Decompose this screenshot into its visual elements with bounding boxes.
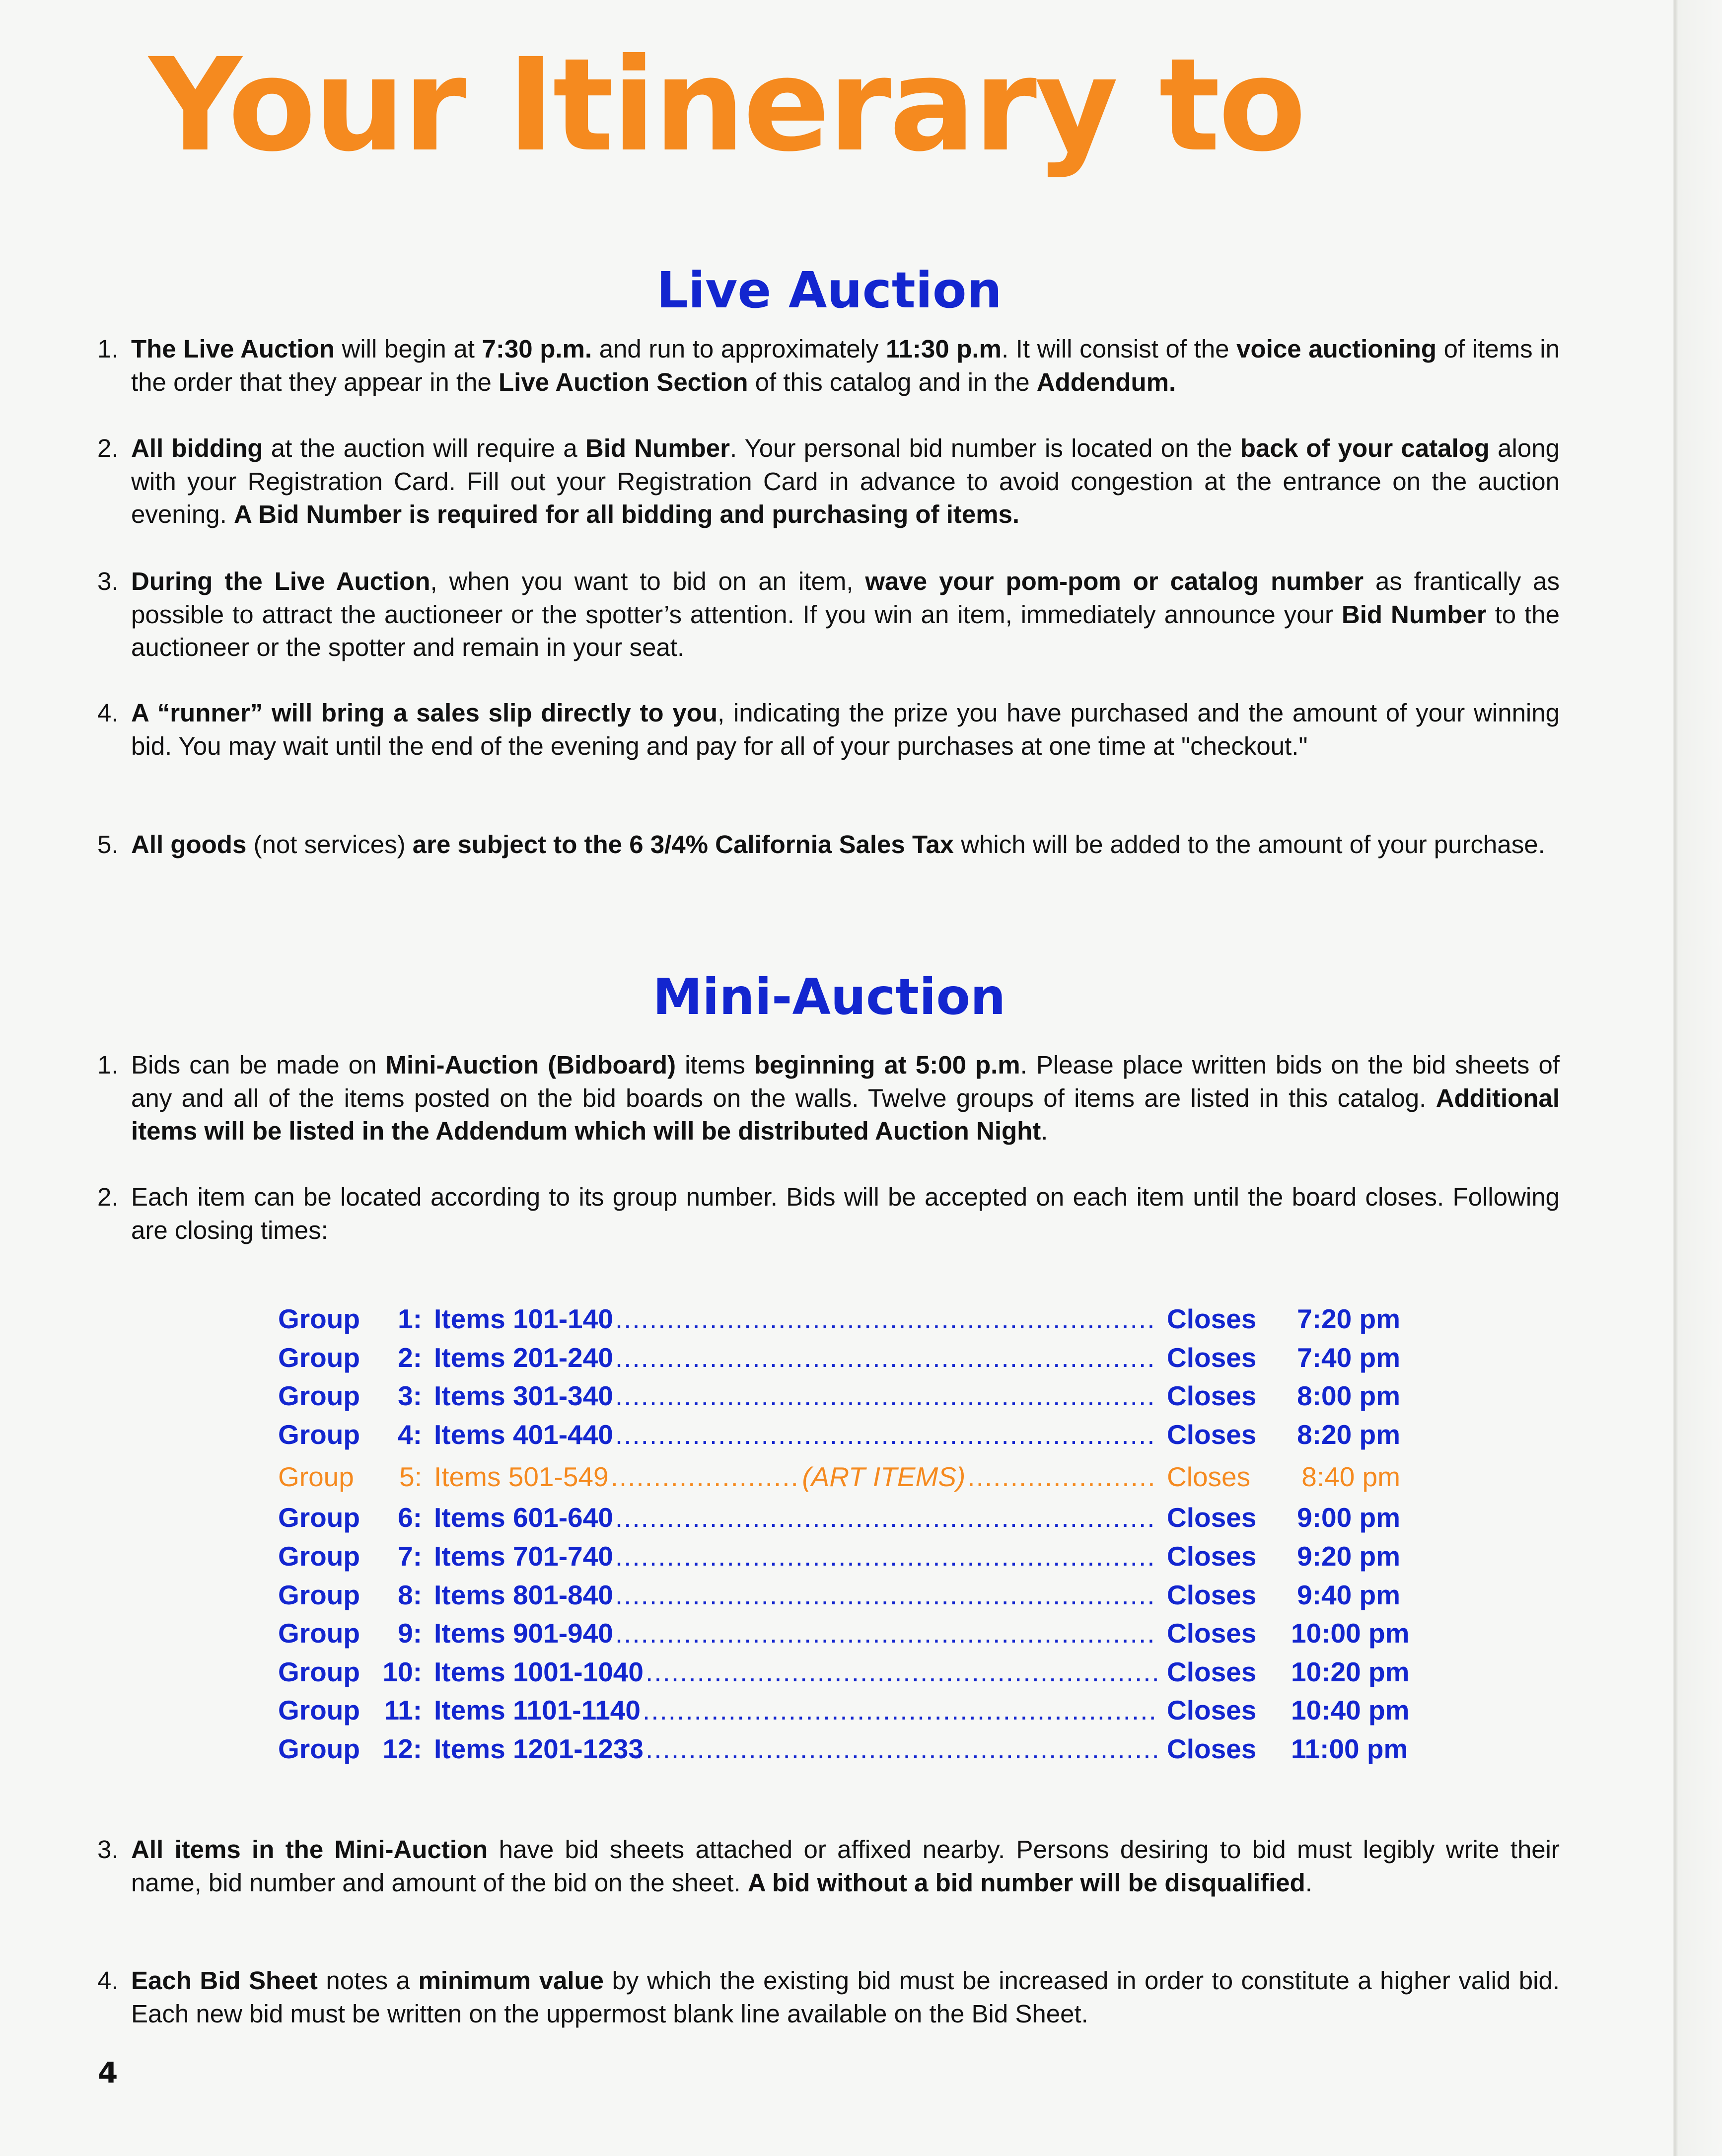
body-text: Each item can be located according to its group number. Bids will be accepted on each item until the board closes. Following are closing times:	[131, 1183, 1560, 1244]
list-item-text	[131, 565, 1560, 664]
list-item-text	[131, 828, 1560, 862]
emphasis-text: is required for all bidding and purchasing of items.	[409, 500, 1020, 528]
body-text: .	[1305, 1868, 1312, 1897]
body-text: .	[1041, 1117, 1048, 1145]
list-item	[97, 1181, 1560, 1247]
group-note: (ART ITEMS)	[802, 1461, 966, 1493]
list-item-text	[131, 1049, 1560, 1148]
group-label: Group	[278, 1656, 360, 1687]
group-label: Group	[278, 1502, 360, 1533]
list-item	[97, 565, 1560, 664]
item-range: Items 101-140	[434, 1303, 613, 1334]
dot-leader	[615, 1300, 1157, 1339]
list-item	[97, 1964, 1560, 2030]
group-number: 6:	[398, 1502, 422, 1533]
list-item	[97, 1049, 1560, 1148]
emphasis-text: All items in the Mini-Auction	[131, 1835, 488, 1864]
group-label: Group	[278, 1579, 360, 1610]
list-item-number: 5.	[97, 830, 119, 859]
emphasis-text: Mini-Auction (Bidboard)	[385, 1051, 676, 1079]
group-label: Group	[278, 1380, 360, 1412]
closes-label: Closes	[1167, 1695, 1257, 1726]
closes-label: Closes	[1167, 1733, 1257, 1764]
body-text: have bid sheets attached or affixed nearby. Persons desiring to bid must legibly write their name, bid number and amount of the bid on the sheet.	[131, 1835, 1560, 1897]
emphasis-text: All bidding	[131, 434, 263, 462]
closing-time: 9:40 pm	[1297, 1579, 1400, 1610]
group-number: 12:	[382, 1733, 422, 1764]
group-label: Group	[278, 1618, 360, 1649]
group-number: 5:	[399, 1461, 422, 1493]
closing-time: 8:20 pm	[1297, 1419, 1400, 1450]
closing-time: 9:20 pm	[1297, 1540, 1400, 1572]
closes-label: Closes	[1167, 1579, 1257, 1610]
item-range: Items 401-440	[434, 1419, 613, 1450]
body-text: which will be added to the amount of your purchase.	[954, 830, 1545, 859]
list-item-number: 4.	[97, 1966, 119, 1995]
emphasis-text: voice auctioning	[1236, 335, 1437, 363]
table-row	[278, 1300, 1400, 1339]
body-text: along with your Registration Card. Fill out your Registration Card in advance to avoid congestion at the entrance on the auction evening.	[131, 434, 1560, 528]
list-item-text	[131, 1181, 1560, 1247]
body-text: Bids can be made on	[131, 1051, 386, 1079]
list-item-text	[131, 1964, 1560, 2030]
list-item	[97, 828, 1560, 862]
emphasis-text: Bid Number	[1341, 600, 1487, 629]
body-text: will begin at	[334, 335, 482, 363]
emphasis-text: 7:30 p.m.	[482, 335, 592, 363]
closing-time: 11:00 pm	[1291, 1733, 1408, 1764]
emphasis-text: back of your catalog	[1240, 434, 1490, 462]
emphasis-text: wave your pom-pom or catalog number	[865, 567, 1364, 595]
closing-time: 8:40 pm	[1301, 1461, 1401, 1493]
emphasis-text: 11:30 p.m	[886, 335, 1002, 363]
list-item	[97, 432, 1560, 531]
closing-time: 8:00 pm	[1297, 1380, 1400, 1412]
list-item	[97, 333, 1560, 399]
group-number: 9:	[398, 1618, 422, 1649]
body-text: of this catalog and in the	[748, 367, 1037, 396]
page-binding-shadow	[1673, 0, 1722, 2156]
group-label: Group	[278, 1540, 360, 1572]
table-row	[278, 1614, 1410, 1653]
body-text: of items in the order that they appear in the	[131, 335, 1560, 396]
closing-times-table	[278, 1300, 1410, 1769]
closes-label: Closes	[1167, 1303, 1257, 1334]
table-row	[278, 1653, 1410, 1692]
list-item-number: 1.	[97, 1051, 119, 1079]
closes-label: Closes	[1167, 1502, 1257, 1533]
body-text	[402, 500, 409, 528]
emphasis-text: Bid Number	[585, 434, 730, 462]
group-number: 8:	[398, 1579, 422, 1610]
body-text: and run to approximately	[592, 335, 886, 363]
mini-auction-heading: Mini-Auction	[652, 968, 1006, 1026]
dot-leader	[611, 1458, 800, 1499]
item-range: Items 1101-1140	[434, 1695, 641, 1726]
item-range: Items 301-340	[434, 1380, 613, 1412]
item-range: Items 1001-1040	[434, 1656, 644, 1687]
closing-time: 9:00 pm	[1297, 1502, 1400, 1533]
table-row	[278, 1458, 1400, 1499]
closes-label: Closes	[1167, 1419, 1257, 1450]
closing-time: 7:20 pm	[1297, 1303, 1400, 1334]
list-item	[97, 697, 1560, 763]
body-text: . It will consist of the	[1001, 335, 1237, 363]
group-number: 2:	[398, 1342, 422, 1373]
list-item-number: 3.	[97, 1835, 119, 1864]
live-auction-heading: Live Auction	[656, 261, 1002, 319]
dot-leader	[615, 1576, 1157, 1615]
emphasis-text: The Live Auction	[131, 335, 335, 363]
dot-leader	[615, 1416, 1157, 1454]
item-range: Items 501-549	[434, 1461, 609, 1493]
group-label: Group	[278, 1695, 360, 1726]
list-item	[97, 1833, 1560, 1899]
body-text: (not services)	[246, 830, 413, 859]
body-text: at the auction will require a	[263, 434, 585, 462]
table-row	[278, 1537, 1400, 1576]
emphasis-text: Addendum.	[1036, 367, 1176, 396]
closes-label: Closes	[1167, 1342, 1257, 1373]
table-row	[278, 1730, 1408, 1769]
group-label: Group	[278, 1419, 360, 1450]
page-title: Your Itinerary to	[149, 31, 1304, 180]
body-text: to the auctioneer or the spotter and remain in your seat.	[131, 600, 1560, 661]
emphasis-text: A bid without a bid number will be disqualified	[747, 1868, 1305, 1897]
list-item-number: 2.	[97, 434, 119, 462]
item-range: Items 601-640	[434, 1502, 613, 1533]
group-label: Group	[278, 1342, 360, 1373]
dot-leader	[615, 1377, 1157, 1416]
list-item-text	[131, 432, 1560, 531]
list-item-number: 4.	[97, 699, 119, 727]
body-text: , indicating the prize you have purchased and the amount of your winning bid. You may wait until the end of the evening and pay for all of your purchases at one time at "checkout."	[131, 699, 1560, 760]
closes-label: Closes	[1167, 1656, 1257, 1687]
closing-time: 10:20 pm	[1291, 1656, 1410, 1687]
list-item-text	[131, 1833, 1560, 1899]
emphasis-text: During the Live Auction	[131, 567, 430, 595]
group-number: 4:	[398, 1419, 422, 1450]
list-item-text	[131, 697, 1560, 763]
table-row	[278, 1416, 1400, 1454]
emphasis-text: minimum value	[418, 1966, 604, 1995]
body-text: , when you want to bid on an item,	[430, 567, 865, 595]
closes-label: Closes	[1167, 1540, 1257, 1572]
item-range: Items 901-940	[434, 1618, 613, 1649]
closes-label: Closes	[1167, 1380, 1257, 1412]
table-row	[278, 1339, 1400, 1377]
dot-leader	[615, 1499, 1157, 1537]
body-text: . Your personal bid number is located on the	[729, 434, 1240, 462]
dot-leader	[615, 1614, 1157, 1653]
dot-leader	[615, 1339, 1157, 1377]
group-number: 1:	[398, 1303, 422, 1334]
list-item-number: 1.	[97, 335, 119, 363]
body-text: notes a	[317, 1966, 419, 1995]
list-item-text	[131, 333, 1560, 399]
item-range: Items 1201-1233	[434, 1733, 644, 1764]
group-number: 7:	[398, 1540, 422, 1572]
body-text: items	[676, 1051, 754, 1079]
closes-label: Closes	[1167, 1618, 1257, 1649]
item-range: Items 801-840	[434, 1579, 613, 1610]
page-number: 4	[98, 2056, 118, 2089]
closes-label: Closes	[1167, 1461, 1251, 1493]
closing-time: 10:40 pm	[1291, 1695, 1410, 1726]
group-number: 3:	[398, 1380, 422, 1412]
table-row	[278, 1691, 1410, 1730]
item-range: Items 201-240	[434, 1342, 613, 1373]
table-row	[278, 1576, 1400, 1615]
list-item-number: 3.	[97, 567, 119, 595]
emphasis-text: Additional items will be listed in the Addendum which will be distributed Auction Night	[131, 1083, 1560, 1145]
item-range: Items 701-740	[434, 1540, 613, 1572]
dot-leader	[643, 1691, 1157, 1730]
table-row	[278, 1499, 1400, 1537]
emphasis-text: Each Bid Sheet	[131, 1966, 318, 1995]
table-row	[278, 1377, 1400, 1416]
dot-leader	[615, 1537, 1157, 1576]
dot-leader	[646, 1653, 1157, 1692]
group-label: Group	[278, 1461, 354, 1493]
list-item-number: 2.	[97, 1183, 119, 1211]
emphasis-text: A “runner” will bring a sales slip directly to you	[131, 699, 718, 727]
emphasis-text: Live Auction Section	[499, 367, 748, 396]
emphasis-text: are subject to the 6 3/4% California Sales Tax	[412, 830, 954, 859]
emphasis-text: beginning at 5:00 p.m	[754, 1051, 1020, 1079]
body-text: . Please place written bids on the bid sheets of any and all of the items posted on the bid boards on the walls. Twelve groups of items are listed in this catalog.	[131, 1051, 1560, 1112]
body-text: as frantically as possible to attract the auctioneer or the spotter’s attention. If you win an item, immediately announce your	[131, 567, 1560, 629]
closing-time: 10:00 pm	[1291, 1618, 1410, 1649]
group-label: Group	[278, 1303, 360, 1334]
body-text: by which the existing bid must be increased in order to constitute a higher valid bid. Each new bid must be written on the uppermost blank line available on the Bid Sheet.	[131, 1966, 1560, 2028]
closing-time: 7:40 pm	[1297, 1342, 1400, 1373]
group-label: Group	[278, 1733, 360, 1764]
dot-leader	[967, 1458, 1157, 1499]
dot-leader	[646, 1730, 1157, 1769]
group-number: 11:	[384, 1695, 422, 1726]
emphasis-text: A Bid Number	[234, 500, 402, 528]
group-number: 10:	[382, 1656, 422, 1687]
emphasis-text: All goods	[131, 830, 247, 859]
